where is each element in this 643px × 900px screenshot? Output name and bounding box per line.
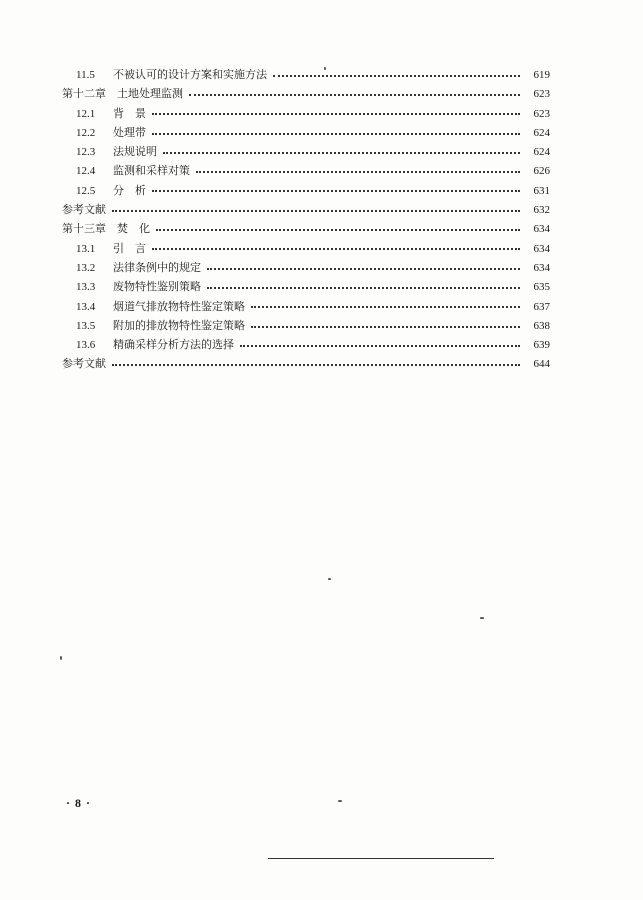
toc-entry	[62, 354, 550, 373]
toc-title: 烟道气排放物特性鉴定策略	[113, 299, 245, 313]
toc-title: 参考文献	[62, 203, 106, 217]
toc-page: 626	[533, 165, 550, 178]
toc-entry	[62, 84, 550, 103]
toc-number: 12.4	[76, 165, 96, 178]
toc-title: 引 言	[113, 241, 146, 255]
toc-entry	[62, 161, 550, 180]
toc-page: 639	[533, 339, 550, 352]
page-number: · 8 ·	[66, 796, 92, 810]
dot-leader	[112, 210, 520, 212]
toc-number: 13.3	[76, 281, 96, 294]
toc-number: 13.6	[76, 339, 96, 352]
toc-entry	[62, 316, 550, 335]
toc-number: 12.1	[76, 107, 96, 120]
toc-title: 精确采样分析方法的选择	[113, 338, 234, 352]
toc-entry	[62, 277, 550, 296]
table-of-contents	[62, 65, 550, 374]
dot-leader	[240, 345, 520, 347]
toc-title: 附加的排放物特性鉴定策略	[113, 318, 245, 332]
toc-number: 13.1	[76, 242, 96, 255]
dot-leader	[273, 75, 520, 77]
toc-page: 637	[533, 300, 550, 313]
toc-entry	[62, 200, 550, 219]
toc-entry	[62, 104, 550, 123]
toc-page: 644	[533, 358, 550, 371]
dot-leader	[152, 248, 520, 250]
toc-title: 不被认可的设计方案和实施方法	[113, 68, 267, 81]
dot-leader	[152, 113, 520, 115]
scan-speck	[328, 578, 331, 580]
toc-number: 13.2	[76, 261, 96, 274]
toc-page: 634	[533, 261, 550, 274]
toc-title: 第十二章 土地处理监测	[62, 87, 183, 101]
toc-number: 12.2	[76, 126, 96, 139]
toc-title: 背 景	[113, 106, 146, 120]
dot-leader	[112, 364, 520, 366]
toc-number: 13.4	[76, 300, 96, 313]
toc-number: 12.5	[76, 184, 96, 197]
toc-entry	[62, 123, 550, 142]
toc-entry	[62, 65, 550, 84]
toc-entry	[62, 142, 550, 161]
toc-entry	[62, 239, 550, 258]
toc-page: 632	[533, 204, 550, 217]
dot-leader	[189, 94, 520, 96]
toc-page: 619	[533, 69, 550, 81]
dot-leader	[251, 306, 520, 308]
toc-title: 废物特性鉴别策略	[113, 280, 201, 294]
scan-speck	[324, 67, 326, 70]
toc-title: 法律条例中的规定	[113, 260, 201, 274]
toc-page: 623	[533, 88, 550, 101]
dot-leader	[196, 171, 520, 173]
toc-number: 13.5	[76, 319, 96, 332]
toc-page: 624	[533, 126, 550, 139]
scan-speck	[338, 800, 342, 802]
dot-leader	[156, 229, 520, 231]
scan-speck	[480, 617, 484, 619]
toc-number: 12.3	[76, 146, 96, 159]
toc-page: 623	[533, 107, 550, 120]
toc-page: 635	[533, 281, 550, 294]
dot-leader	[207, 268, 520, 270]
dot-leader	[152, 133, 520, 135]
toc-page: 631	[533, 184, 550, 197]
bottom-rule	[268, 858, 494, 859]
dot-leader	[163, 152, 520, 154]
toc-entry	[62, 181, 550, 200]
toc-title: 参考文献	[62, 357, 106, 371]
dot-leader	[152, 190, 520, 192]
toc-title: 分 析	[113, 183, 146, 197]
toc-page: 634	[533, 242, 550, 255]
toc-title: 监测和采样对策	[113, 164, 190, 178]
toc-number: 11.5	[76, 69, 95, 81]
toc-page: 634	[533, 223, 550, 236]
toc-page: 638	[533, 319, 550, 332]
dot-leader	[251, 326, 520, 328]
toc-page: 624	[533, 146, 550, 159]
toc-title: 法规说明	[113, 145, 157, 159]
toc-entry	[62, 297, 550, 316]
toc-entry	[62, 258, 550, 277]
toc-title: 处理带	[113, 125, 146, 139]
dot-leader	[207, 287, 520, 289]
toc-entry	[62, 335, 550, 354]
toc-entry	[62, 219, 550, 238]
toc-title: 第十三章 焚 化	[62, 222, 150, 236]
scan-speck	[60, 656, 62, 660]
